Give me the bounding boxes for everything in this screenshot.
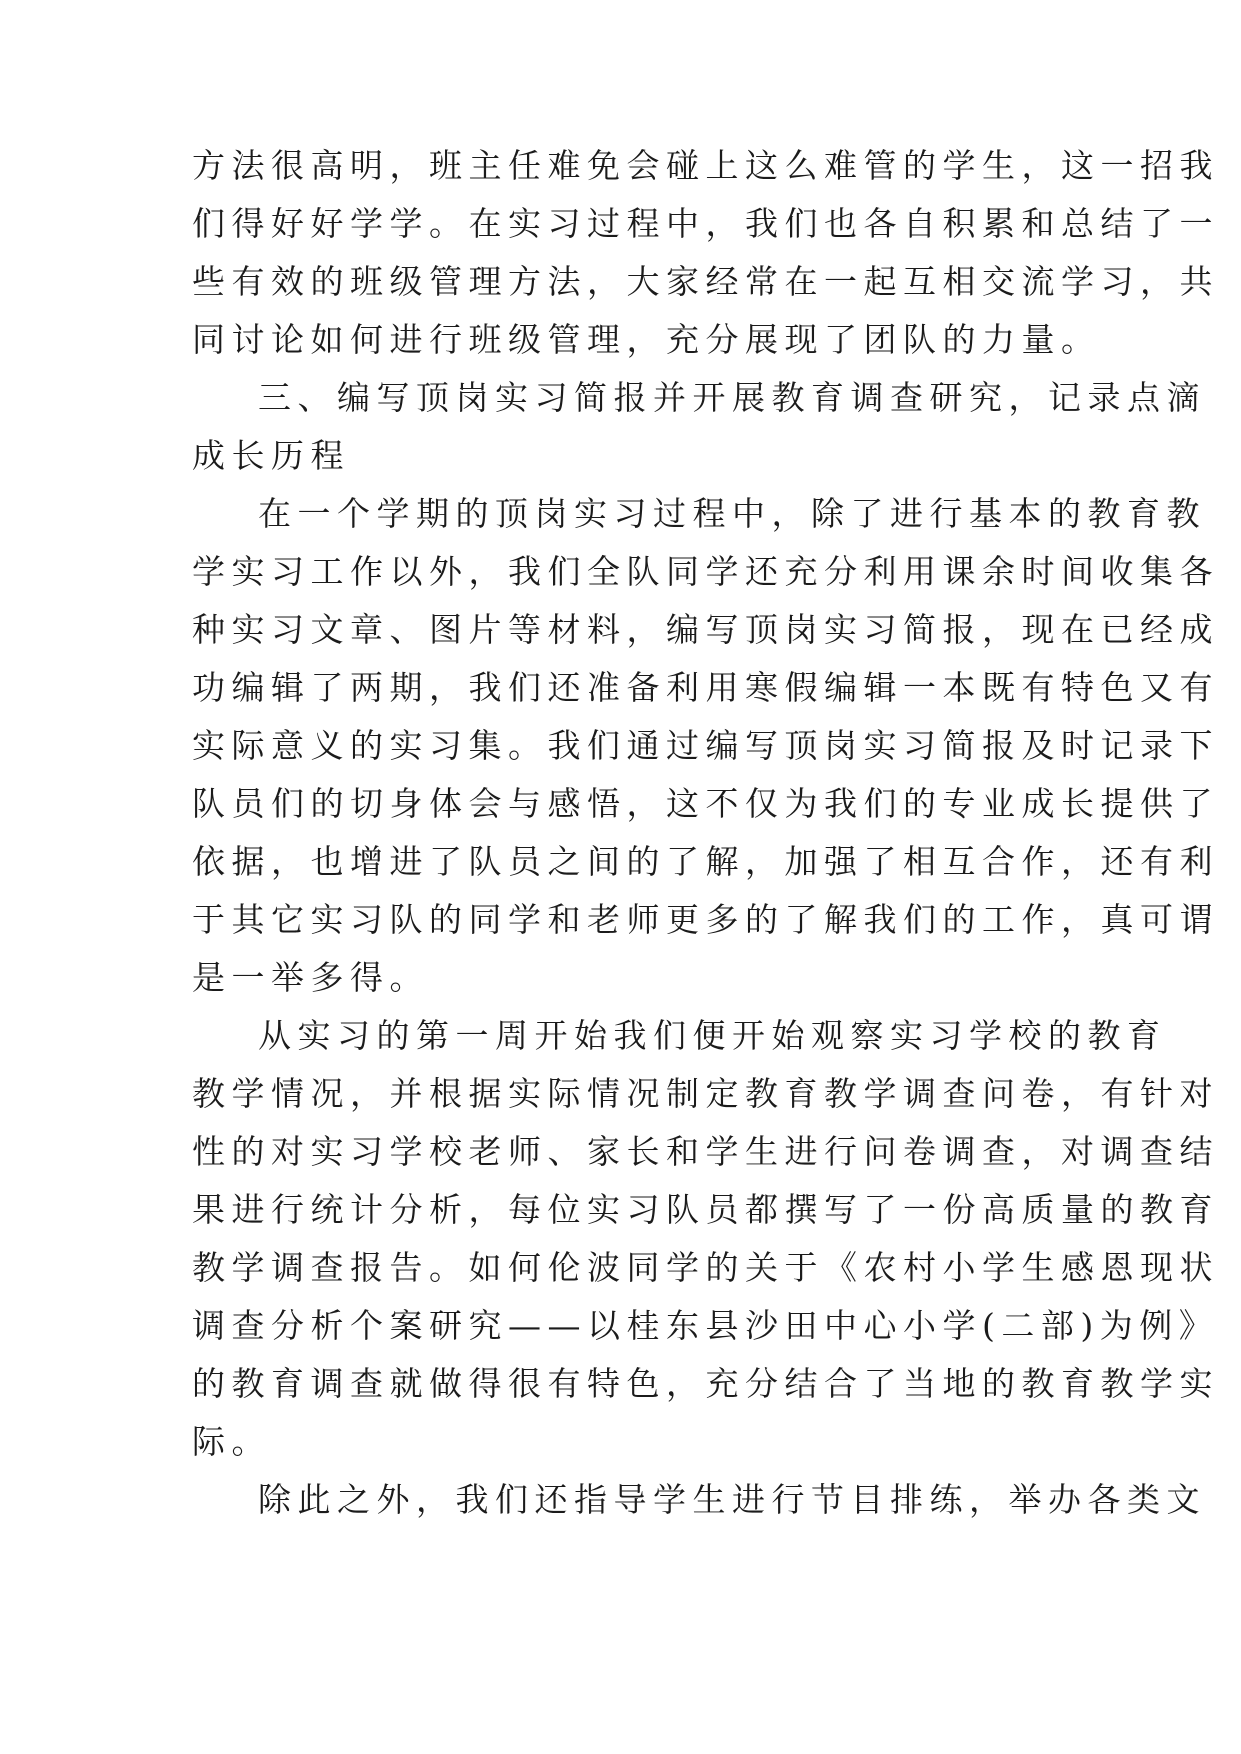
paragraph-3-line-8: 际。 — [192, 1422, 271, 1461]
paragraph-2-line-7: 依据，也增进了队员之间的了解，加强了相互合作，还有利 — [192, 842, 1219, 881]
paragraph-3-line-7: 的教育调查就做得很有特色，充分结合了当地的教育教学实 — [192, 1364, 1219, 1403]
paragraph-4-line-1: 除此之外，我们还指导学生进行节目排练，举办各类文 — [258, 1480, 1206, 1519]
paragraph-3-line-1: 从实习的第一周开始我们便开始观察实习学校的教育 — [258, 1016, 1167, 1055]
paragraph-2-line-3: 种实习文章、图片等材料，编写顶岗实习简报，现在已经成 — [192, 610, 1219, 649]
paragraph-1-line-2: 们得好好学学。在实习过程中，我们也各自积累和总结了一 — [192, 204, 1219, 243]
paragraph-1-line-1: 方法很高明，班主任难免会碰上这么难管的学生，这一招我 — [192, 146, 1219, 185]
paragraph-2-line-5: 实际意义的实习集。我们通过编写顶岗实习简报及时记录下 — [192, 726, 1219, 765]
paragraph-2-line-4: 功编辑了两期，我们还准备利用寒假编辑一本既有特色又有 — [192, 668, 1219, 707]
paragraph-2-line-8: 于其它实习队的同学和老师更多的了解我们的工作，真可谓 — [192, 900, 1219, 939]
paragraph-3-line-6: 调查分析个案研究——以桂东县沙田中心小学(二部)为例》 — [192, 1306, 1219, 1345]
paragraph-3-line-4: 果进行统计分析，每位实习队员都撰写了一份高质量的教育 — [192, 1190, 1219, 1229]
paragraph-3-line-2: 教学情况，并根据实际情况制定教育教学调查问卷，有针对 — [192, 1074, 1219, 1113]
section-heading-line-1: 三、编写顶岗实习简报并开展教育调查研究，记录点滴 — [258, 378, 1206, 417]
paragraph-2-line-2: 学实习工作以外，我们全队同学还充分利用课余时间收集各 — [192, 552, 1219, 591]
paragraph-3-line-5: 教学调查报告。如何伦波同学的关于《农村小学生感恩现状 — [192, 1248, 1219, 1287]
section-heading-line-2: 成长历程 — [192, 436, 350, 475]
paragraph-2-line-1: 在一个学期的顶岗实习过程中，除了进行基本的教育教 — [258, 494, 1206, 533]
paragraph-2-line-9: 是一举多得。 — [192, 958, 429, 997]
paragraph-1-line-4: 同讨论如何进行班级管理，充分展现了团队的力量。 — [192, 320, 1101, 359]
paragraph-3-line-3: 性的对实习学校老师、家长和学生进行问卷调查，对调查结 — [192, 1132, 1219, 1171]
paragraph-2-line-6: 队员们的切身体会与感悟，这不仅为我们的专业成长提供了 — [192, 784, 1219, 823]
paragraph-1-line-3: 些有效的班级管理方法，大家经常在一起互相交流学习，共 — [192, 262, 1219, 301]
